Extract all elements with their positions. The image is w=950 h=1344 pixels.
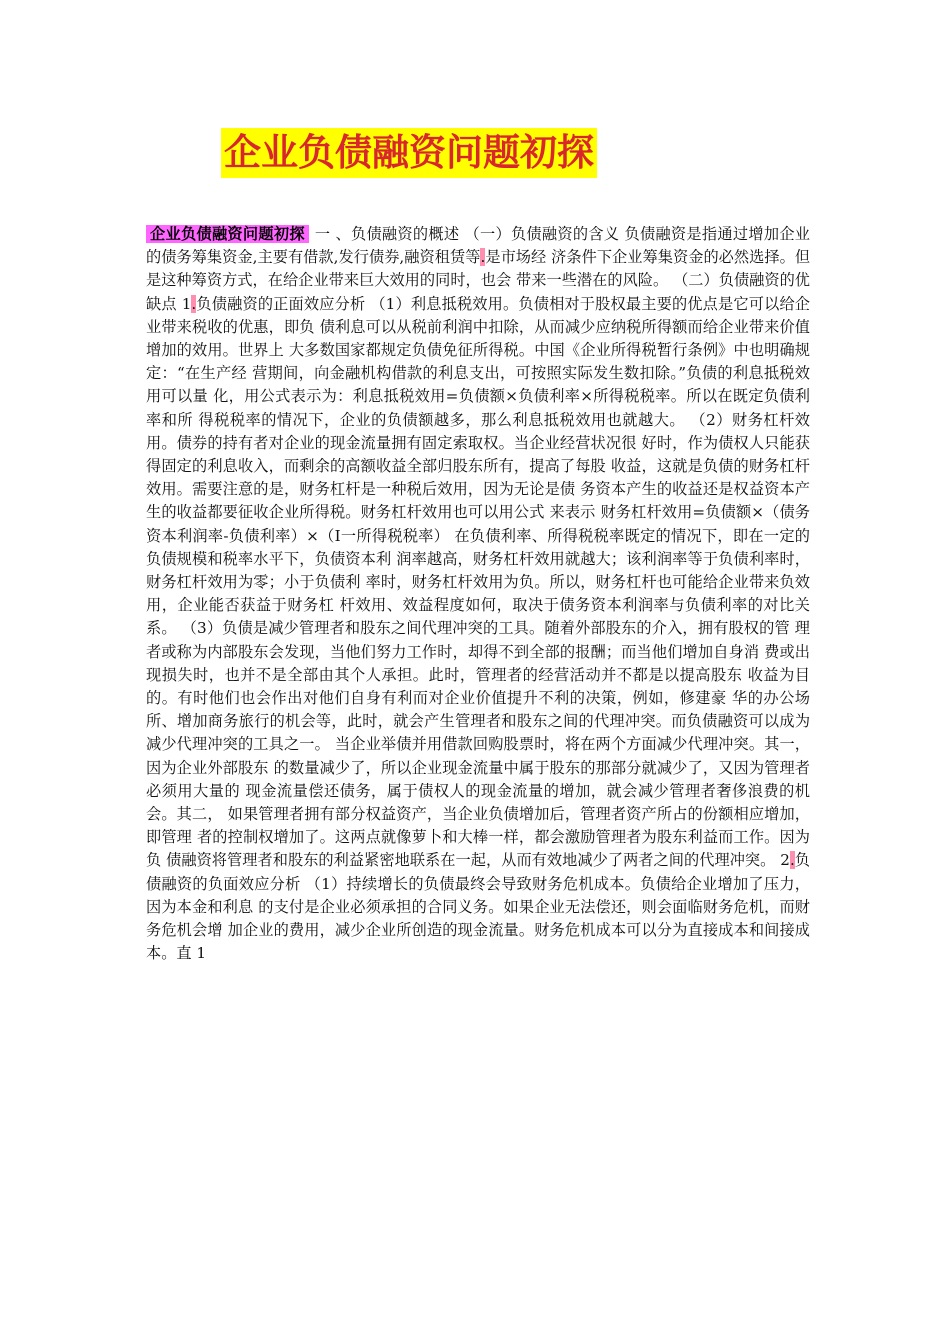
lead-heading: 企业负债融资问题初探 — [146, 225, 309, 243]
document-body — [146, 223, 810, 966]
document-title: 企业负债融资问题初探 — [221, 128, 597, 178]
body-text-2: 是市场经 济条件下企业筹集资金的必然选择。但是这种筹资方式，在给企业带来巨大效用的同时，也会 带来一些潜在的风险。 （二）负债融资的优缺点 1 — [146, 248, 811, 313]
body-text-1: 一 、负债融资的概述 （一）负债融资的含义 负债融资是指通过增加企业的债务筹集资金,主要有借款,发行债券,融资租赁等 — [146, 225, 810, 267]
highlight-mark-3: . — [789, 851, 795, 870]
body-text-4: 负债融资的负面效应分析 （1）持续增长的负债最终会导致财务危机成本。负债给企业增加了压力，因为本金和利息 的支付是企业必须承担的合同义务。如果企业无法偿还，则会面临财务危机，而财务危机会增 加企业的费用，减少企业所创造的现金流量。财务危机成本可以分为直接成本和间接成本。直 1 — [146, 851, 810, 963]
highlight-mark-1: . — [480, 248, 486, 267]
highlight-mark-2: . — [191, 294, 197, 313]
body-text-3: 负债融资的正面效应分析 （1）利息抵税效用。负债相对于股权最主要的优点是它可以给企业带来税收的优惠，即负 债利息可以从税前利润中扣除，从而减少应纳税所得额而给企业带来价值增加的效用。世界上 大多数国家都规定负债免征所得税。中国《企业所得税暂行条例》中也明确规定：“在生产经 营期间，向金融机构借款的利息支出，可按照实际发生数扣除。”负债的利息抵税效用可以量 化，用公式表示为：利息抵税效用=负债额×负债利率×所得税税率。所以在既定负债利率和所 得税税率的情况下，企业的负债额越多，那么利息抵税效用也就越大。 （2）财务杠杆效用。债券的持有者对企业的现金流量拥有固定索取权。当企业经营状况很 好时，作为债权人只能获得固定的利息收入，而剩余的高额收益全部归股东所有，提高了每股 收益，这就是负债的财务杠杆效用。需要注意的是，财务杠杆是一种税后效用，因为无论是债 务资本产生的收益还是权益资本产生的收益都要征收企业所得税。财务杠杆效用也可以用公式 来表示 财务杠杆效用=负债额×（债务资本利润率-负债利率）×（I一所得税税率） 在负债利率、所得税税率既定的情况下，即在一定的负债规模和税率水平下，负债资本利 润率越高，财务杠杆效用就越大；该利润率等于负债利率时，财务杠杆效用为零；小于负债利 率时，财务杠杆效用为负。所以，财务杠杆也可能给企业带来负效用，企业能否获益于财务杠 杆效用、效益程度如何，取决于债务资本利润率与负债利率的对比关系。 （3）负债是减少管理者和股东之间代理冲突的工具。随着外部股东的介入，拥有股权的管 理者或称为内部股东会发现，当他们努力工作时，却得不到全部的报酬；而当他们增加自身消 费或出现损失时，也并不是全部由其个人承担。此时，管理者的经营活动并不都是以提高股东 收益为目的。有时他们也会作出对他们自身有利而对企业价值提升不利的决策，例如，修建豪 华的办公场所、增加商务旅行的机会等，此时，就会产生管理者和股东之间的代理冲突。而负债融资可以成为减少代理冲突的工具之一。 当企业举债并用借款回购股票时，将在两个方面减少代理冲突。其一，因为企业外部股东 的数量减少了，所以企业现金流量中属于股东的那部分就减少了，又因为管理者必须用大量的 现金流量偿还债务，属于债权人的现金流量的增加，就会减少管理者奢侈浪费的机会。其二， 如果管理者拥有部分权益资产，当企业负债增加后，管理者资产所占的份额相应增加，即管理 者的控制权增加了。这两点就像萝卜和大棒一样，都会激励管理者为股东利益而工作。因为负 债融资将管理者和股东的利益紧密地联系在一起，从而有效地减少了两者之间的代理冲突。 2 — [146, 294, 810, 870]
